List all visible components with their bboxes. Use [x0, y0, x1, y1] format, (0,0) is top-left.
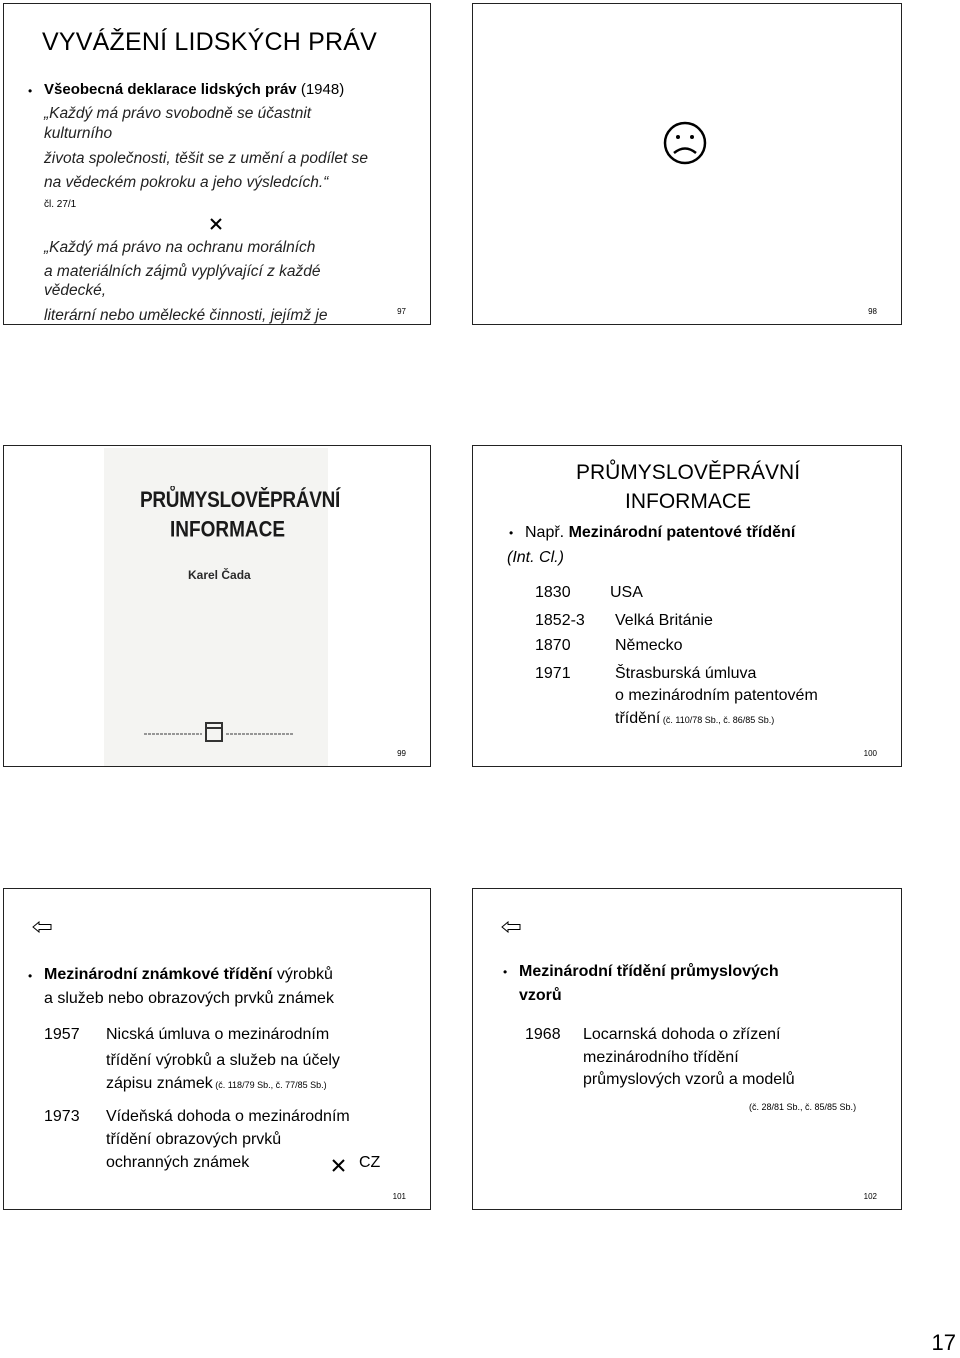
bullet-dot: •	[28, 969, 33, 983]
quote1-line-3: života společnosti, těšit se z umění a podílet se	[44, 150, 368, 167]
slide-title: VYVÁŽENÍ LIDSKÝCH PRÁV	[42, 28, 378, 56]
publisher-logo	[144, 720, 294, 744]
law-reference: (č. 28/81 Sb., č. 85/85 Sb.)	[749, 1102, 857, 1112]
book-cover-image	[104, 448, 341, 766]
design-classification-line-1: Mezinárodní třídění průmyslových	[519, 963, 779, 980]
entry-year: 1968	[525, 1026, 561, 1043]
quote1-line-4: na vědeckém pokroku a jeho výsledcích.“	[44, 174, 329, 191]
title-line-1: PRŮMYSLOVĚPRÁVNÍ	[575, 461, 801, 484]
quote2-line-3: vědecké,	[44, 282, 107, 299]
bullet-dot: •	[28, 84, 33, 98]
quote1-line-2: kulturního	[44, 125, 113, 142]
declaration-name: Všeobecná deklarace lidských práv	[44, 81, 297, 98]
entry-line: Vídeňská dohoda o mezinárodním	[106, 1108, 350, 1125]
cross-icon	[210, 218, 222, 230]
row-continuation: o mezinárodním patentovém	[615, 687, 818, 704]
row-text: Velká Británie	[615, 612, 713, 629]
cross-icon	[332, 1159, 345, 1172]
row-year: 1870	[535, 637, 571, 654]
bullet-text	[525, 524, 795, 542]
slide-101	[3, 888, 431, 1210]
quote1-line-1: „Každý má právo svobodně se účastnit	[44, 105, 312, 122]
row-year: 1971	[535, 665, 571, 682]
law-reference: (č. 118/79 Sb., č. 77/85 Sb.)	[212, 1080, 327, 1090]
row-text: USA	[610, 584, 643, 601]
entry-line-with-ref	[106, 1075, 327, 1093]
entry-line: Locarnská dohoda o zřízení	[583, 1026, 781, 1043]
row-text: Německo	[615, 637, 683, 654]
slide-number: 101	[392, 1192, 406, 1201]
left-arrow-icon	[32, 921, 52, 933]
title-line-2: INFORMACE	[625, 490, 751, 513]
bullet-line-1	[44, 966, 333, 984]
law-reference: (č. 110/78 Sb., č. 86/85 Sb.)	[660, 715, 775, 725]
entry-year: 1973	[44, 1108, 80, 1125]
declaration-line	[44, 81, 344, 98]
row-year: 1852-3	[535, 612, 585, 629]
entry-line: třídění výrobků a služeb na účely	[106, 1052, 340, 1069]
entry-line: ochranných známek	[106, 1154, 250, 1171]
row-continuation-2	[615, 710, 774, 728]
bullet-dot: •	[509, 526, 514, 540]
trademark-classification-name: Mezinárodní známkové třídění	[44, 966, 273, 983]
slide-number: 102	[863, 1192, 877, 1201]
declaration-year: (1948)	[296, 81, 345, 98]
bullet-dot: •	[503, 965, 508, 979]
slide-100	[472, 445, 902, 767]
slide-102	[472, 888, 902, 1210]
entry-line: mezinárodního třídění	[583, 1049, 739, 1066]
bullet-rest: výrobků	[272, 966, 333, 983]
country-code: CZ	[359, 1154, 381, 1171]
slide-98	[472, 3, 902, 325]
slide-number: 99	[397, 749, 406, 758]
entry-line: třídění obrazových prvků	[106, 1131, 282, 1148]
row-year: 1830	[535, 584, 571, 601]
cover-author: Karel Čada	[188, 568, 251, 582]
entry-line: průmyslových vzorů a modelů	[583, 1071, 795, 1088]
page-number: 17	[931, 1330, 956, 1355]
quote2-line-2: a materiálních zájmů vyplývající z každé	[44, 263, 321, 280]
slide-number: 97	[397, 307, 406, 316]
slide-97	[3, 3, 431, 325]
cover-title-line-1: PRŮMYSLOVĚPRÁVNÍ	[140, 488, 341, 513]
slide-number: 100	[863, 749, 877, 758]
cover-title-line-2: INFORMACE	[170, 518, 286, 543]
article-ref: čl. 27/1	[44, 199, 77, 210]
bullet-subtext: (Int. Cl.)	[507, 549, 564, 566]
quote2-line-4: literární nebo umělecké činnosti, jejímž je	[44, 307, 328, 324]
bullet-prefix: Např.	[525, 524, 569, 541]
patent-classification-name: Mezinárodní patentové třídění	[568, 524, 796, 541]
slide-99	[3, 445, 431, 767]
bullet-line-2: a služeb nebo obrazových prvků známek	[44, 990, 334, 1007]
quote2-line-1: „Každý má právo na ochranu morálních	[44, 239, 316, 256]
slide-title	[473, 458, 902, 516]
left-arrow-icon	[501, 921, 521, 933]
entry-year: 1957	[44, 1026, 80, 1043]
row-continuation-text: třídění	[615, 710, 661, 727]
slide-number: 98	[868, 307, 877, 316]
entry-line-text: zápisu známek	[106, 1075, 213, 1092]
sad-face-icon	[660, 120, 710, 166]
row-text: Štrasburská úmluva	[615, 665, 757, 682]
entry-line: Nicská úmluva o mezinárodním	[106, 1026, 330, 1043]
design-classification-line-2: vzorů	[519, 987, 562, 1004]
